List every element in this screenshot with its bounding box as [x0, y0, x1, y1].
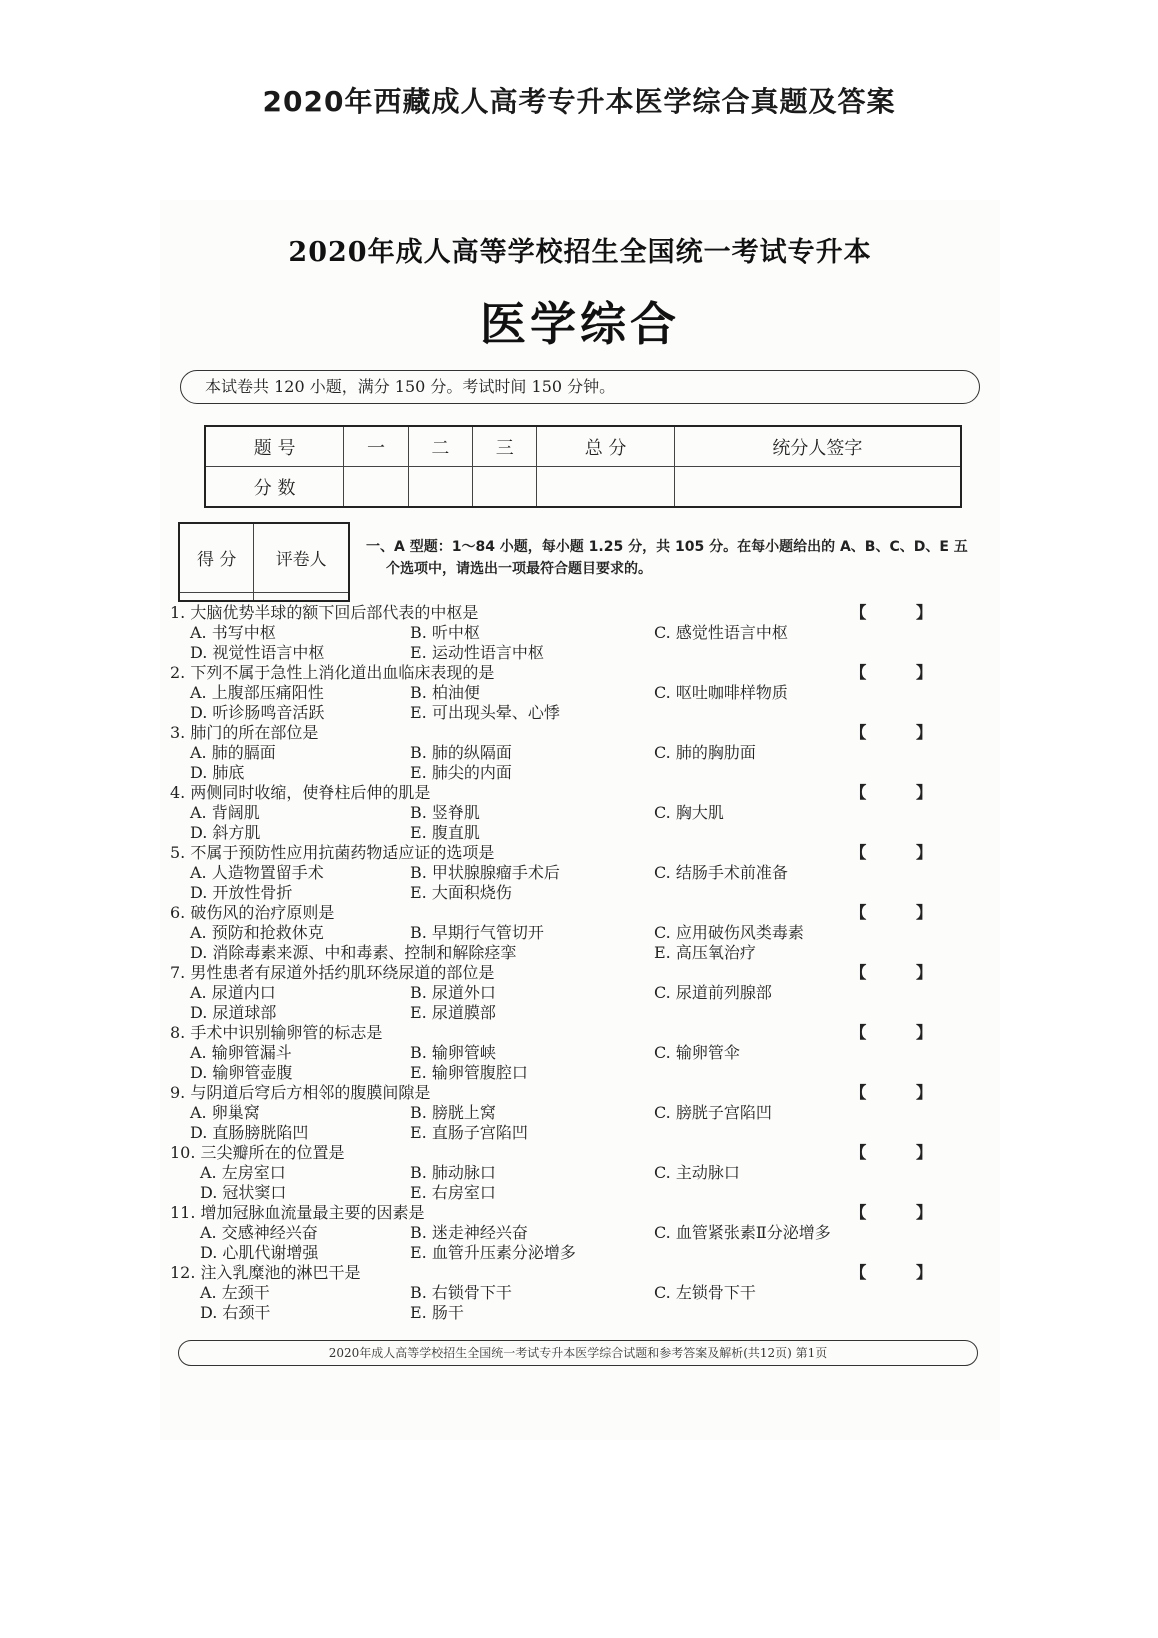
score-header-cell: 题 号	[205, 426, 344, 467]
answer-bracket[interactable]: 【 】	[850, 843, 954, 862]
option-b: B. 肺的纵隔面	[410, 743, 512, 762]
options-row	[170, 1123, 1000, 1143]
score-cell	[537, 467, 674, 508]
option-b: B. 听中枢	[410, 623, 480, 642]
option-a: A. 左颈干	[200, 1283, 270, 1302]
question-stem: 4. 两侧同时收缩，使脊柱后伸的肌是	[170, 783, 431, 802]
options-row	[170, 1243, 1000, 1263]
grade-box	[178, 522, 350, 602]
option-e: E. 尿道膜部	[410, 1003, 496, 1022]
score-header-cell: 一	[344, 426, 408, 467]
question-stem: 9. 与阴道后穹后方相邻的腹膜间隙是	[170, 1083, 431, 1102]
option-a: A. 尿道内口	[190, 983, 276, 1002]
question-stem: 12. 注入乳糜池的淋巴干是	[170, 1263, 361, 1282]
score-header-cell: 二	[408, 426, 472, 467]
option-d: D. 冠状窦口	[200, 1183, 287, 1202]
option-e: E. 右房室口	[410, 1183, 496, 1202]
document-title: 2020年西藏成人高考专升本医学综合真题及答案	[262, 85, 896, 118]
options-row	[170, 1223, 1000, 1243]
option-c: C. 输卵管伞	[654, 1043, 740, 1062]
answer-bracket[interactable]: 【 】	[850, 1263, 954, 1282]
option-c: C. 膀胱子宫陷凹	[654, 1103, 772, 1122]
option-d: D. 肺底	[190, 763, 245, 782]
options-row	[170, 1163, 1000, 1183]
question-list	[170, 603, 1000, 1323]
option-e: E. 高压氧治疗	[654, 943, 756, 962]
option-e: E. 肺尖的内面	[410, 763, 512, 782]
score-cell	[408, 467, 472, 508]
option-e: E. 肠干	[410, 1303, 464, 1322]
options-row	[170, 1283, 1000, 1303]
question-stem: 7. 男性患者有尿道外括约肌环绕尿道的部位是	[170, 963, 495, 982]
options-row	[170, 703, 1000, 723]
option-c: C. 感觉性语言中枢	[654, 623, 788, 642]
options-row	[170, 1043, 1000, 1063]
option-b: B. 早期行气管切开	[410, 923, 544, 942]
option-d: D. 尿道球部	[190, 1003, 277, 1022]
options-row	[170, 623, 1000, 643]
score-table	[204, 425, 962, 508]
question-item	[170, 903, 1000, 963]
option-a: A. 背阔肌	[190, 803, 260, 822]
option-e: E. 大面积烧伤	[410, 883, 512, 902]
exam-title: 2020年成人高等学校招生全国统一考试专升本	[288, 237, 872, 268]
option-a: A. 交感神经兴奋	[200, 1223, 318, 1242]
option-e: E. 可出现头晕、心悸	[410, 703, 560, 722]
options-row	[170, 643, 1000, 663]
question-stem: 10. 三尖瓣所在的位置是	[170, 1143, 345, 1162]
answer-bracket[interactable]: 【 】	[850, 963, 954, 982]
option-e: E. 血管升压素分泌增多	[410, 1243, 576, 1262]
question-item	[170, 1143, 1000, 1203]
option-d: D. 输卵管壶腹	[190, 1063, 293, 1082]
options-row	[170, 1303, 1000, 1323]
question-item	[170, 663, 1000, 723]
option-d: D. 听诊肠鸣音活跃	[190, 703, 325, 722]
option-b: B. 膀胱上窝	[410, 1103, 496, 1122]
options-row	[170, 983, 1000, 1003]
grade-score-label: 得 分	[179, 523, 254, 592]
score-header-cell: 总 分	[537, 426, 674, 467]
option-e: E. 直肠子宫陷凹	[410, 1123, 528, 1142]
option-c: C. 血管紧张素Ⅱ分泌增多	[654, 1223, 831, 1242]
option-d: D. 开放性骨折	[190, 883, 293, 902]
option-a: A. 人造物置留手术	[190, 863, 324, 882]
answer-bracket[interactable]: 【 】	[850, 1143, 954, 1162]
options-row	[170, 823, 1000, 843]
question-item	[170, 963, 1000, 1023]
question-stem: 6. 破伤风的治疗原则是	[170, 903, 335, 922]
grade-reviewer-label: 评卷人	[254, 523, 349, 592]
options-row	[170, 863, 1000, 883]
answer-bracket[interactable]: 【 】	[850, 603, 954, 622]
question-stem: 3. 肺门的所在部位是	[170, 723, 319, 742]
scanned-exam-page	[160, 200, 1000, 1440]
option-a: A. 输卵管漏斗	[190, 1043, 292, 1062]
option-b: B. 柏油便	[410, 683, 480, 702]
options-row	[170, 683, 1000, 703]
option-a: A. 肺的膈面	[190, 743, 276, 762]
score-header-cell: 三	[473, 426, 537, 467]
option-a: A. 预防和抢救休克	[190, 923, 324, 942]
option-e: E. 运动性语言中枢	[410, 643, 544, 662]
question-stem: 8. 手术中识别输卵管的标志是	[170, 1023, 383, 1042]
options-row	[170, 743, 1000, 763]
option-c: C. 肺的胸肋面	[654, 743, 756, 762]
options-row	[170, 763, 1000, 783]
option-c: C. 尿道前列腺部	[654, 983, 772, 1002]
option-c: C. 左锁骨下干	[654, 1283, 756, 1302]
question-item	[170, 1203, 1000, 1263]
option-d: D. 视觉性语言中枢	[190, 643, 325, 662]
options-row	[170, 1063, 1000, 1083]
option-b: B. 尿道外口	[410, 983, 496, 1002]
question-item	[170, 603, 1000, 663]
option-c: C. 结肠手术前准备	[654, 863, 788, 882]
question-item	[170, 783, 1000, 843]
question-item	[170, 723, 1000, 783]
option-d: D. 斜方肌	[190, 823, 261, 842]
question-stem: 2. 下列不属于急性上消化道出血临床表现的是	[170, 663, 495, 682]
question-stem: 11. 增加冠脉血流量最主要的因素是	[170, 1203, 425, 1222]
answer-bracket[interactable]: 【 】	[850, 783, 954, 802]
option-b: B. 输卵管峡	[410, 1043, 496, 1062]
option-d: D. 直肠膀胱陷凹	[190, 1123, 309, 1142]
subject-title: 医学综合	[480, 297, 680, 351]
score-cell	[473, 467, 537, 508]
options-row	[170, 803, 1000, 823]
question-item	[170, 1263, 1000, 1323]
options-row	[170, 1003, 1000, 1023]
option-b: B. 迷走神经兴奋	[410, 1223, 528, 1242]
option-c: C. 应用破伤风类毒素	[654, 923, 804, 942]
page-footer: 2020年成人高等学校招生全国统一考试专升本医学综合试题和参考答案及解析(共12页) 第1页	[178, 1340, 978, 1366]
options-row	[170, 943, 1000, 963]
grade-score-cell	[179, 592, 254, 601]
score-table-score-row	[205, 467, 961, 508]
answer-bracket[interactable]: 【 】	[850, 663, 954, 682]
answer-bracket[interactable]: 【 】	[850, 903, 954, 922]
question-stem: 5. 不属于预防性应用抗菌药物适应证的选项是	[170, 843, 495, 862]
grade-reviewer-cell	[254, 592, 349, 601]
option-a: A. 左房室口	[200, 1163, 286, 1182]
option-e: E. 输卵管腹腔口	[410, 1063, 528, 1082]
option-b: B. 甲状腺腺瘤手术后	[410, 863, 560, 882]
section-line-1: 一、A 型题：1～84 小题，每小题 1.25 分，共 105 分。在每小题给出的 A、B、C、D、E 五	[366, 539, 968, 555]
score-row-label: 分 数	[205, 467, 344, 508]
score-cell	[344, 467, 408, 508]
exam-notice: 本试卷共 120 小题，满分 150 分。考试时间 150 分钟。	[180, 370, 980, 404]
option-d: D. 消除毒素来源、中和毒素、控制和解除痉挛	[190, 943, 517, 962]
option-b: B. 右锁骨下干	[410, 1283, 512, 1302]
option-b: B. 竖脊肌	[410, 803, 480, 822]
options-row	[170, 923, 1000, 943]
score-table-header-row	[205, 426, 961, 467]
option-c: C. 主动脉口	[654, 1163, 740, 1182]
options-row	[170, 1183, 1000, 1203]
question-item	[170, 1083, 1000, 1143]
answer-bracket[interactable]: 【 】	[850, 1083, 954, 1102]
answer-bracket[interactable]: 【 】	[850, 1203, 954, 1222]
score-cell	[674, 467, 961, 508]
option-c: C. 胸大肌	[654, 803, 724, 822]
grade-table	[178, 522, 350, 602]
answer-bracket[interactable]: 【 】	[850, 723, 954, 742]
option-e: E. 腹直肌	[410, 823, 480, 842]
option-c: C. 呕吐咖啡样物质	[654, 683, 788, 702]
section-line-2: 个选项中，请选出一项最符合题目要求的。	[386, 561, 652, 577]
option-d: D. 心肌代谢增强	[200, 1243, 319, 1262]
option-d: D. 右颈干	[200, 1303, 271, 1322]
option-a: A. 上腹部压痛阳性	[190, 683, 324, 702]
option-a: A. 书写中枢	[190, 623, 276, 642]
score-header-cell: 统分人签字	[674, 426, 961, 467]
option-a: A. 卵巢窝	[190, 1103, 260, 1122]
question-item	[170, 1023, 1000, 1083]
answer-bracket[interactable]: 【 】	[850, 1023, 954, 1042]
options-row	[170, 1103, 1000, 1123]
section-instructions	[366, 536, 986, 580]
options-row	[170, 883, 1000, 903]
question-item	[170, 843, 1000, 903]
option-b: B. 肺动脉口	[410, 1163, 496, 1182]
question-stem: 1. 大脑优势半球的额下回后部代表的中枢是	[170, 603, 479, 622]
